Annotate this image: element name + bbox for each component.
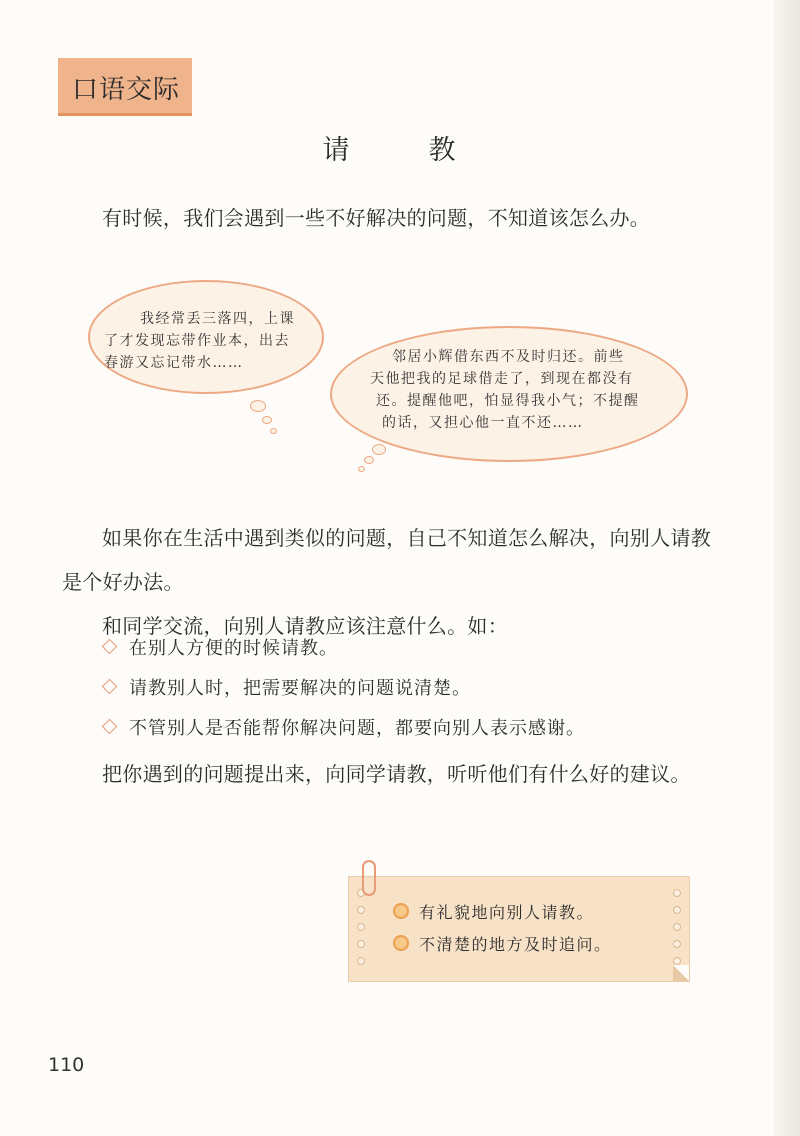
note-item xyxy=(393,931,612,959)
paragraph-1: 如果你在生活中遇到类似的问题，自己不知道怎么解决，向别人请教是个好办法。 xyxy=(62,526,711,594)
bubble-tail-dot xyxy=(372,444,386,455)
note-item xyxy=(393,899,594,927)
card-holes-left xyxy=(357,889,365,974)
tip-text: 请教别人时，把需要解决的问题说清楚。 xyxy=(129,678,471,699)
tip-item xyxy=(100,634,338,664)
bubble-right-line: 邻居小辉借东西不及时归还。前些 xyxy=(392,349,625,365)
bubble-right-line: 还。提醒他吧，怕显得我小气；不提醒 xyxy=(376,393,640,409)
page-edge xyxy=(774,0,800,1136)
bubble-left-text xyxy=(104,308,295,374)
section-tag-label: 口语交际 xyxy=(72,75,181,105)
diamond-bullet-icon xyxy=(102,639,118,655)
tip-text: 在别人方便的时候请教。 xyxy=(129,638,338,659)
tip-item xyxy=(100,714,585,744)
bubble-tail-dot xyxy=(250,400,266,412)
section-tag xyxy=(58,58,192,116)
paragraph-3: 把你遇到的问题提出来，向同学请教，听听他们有什么好的建议。 xyxy=(102,762,691,786)
note-text: 不清楚的地方及时追问。 xyxy=(419,935,612,954)
card-folded-corner xyxy=(673,965,689,981)
intro-paragraph: 有时候，我们会遇到一些不好解决的问题，不知道该怎么办。 xyxy=(102,206,651,230)
bubble-tail-dot xyxy=(364,456,374,464)
flower-bullet-icon xyxy=(393,903,409,919)
bubble-left-line: 了才发现忘带作业本，出去 xyxy=(104,333,290,349)
tip-text: 不管别人是否能帮你解决问题，都要向别人表示感谢。 xyxy=(129,718,585,739)
tip-note-card xyxy=(348,876,690,982)
paragraph-2: 和同学交流，向别人请教应该注意什么。如： xyxy=(102,614,508,638)
card-holes-right xyxy=(673,889,681,974)
flower-bullet-icon xyxy=(393,935,409,951)
page-number: 110 xyxy=(48,1054,85,1076)
bubble-tail-dot xyxy=(262,416,272,424)
bubble-right-line: 的话，又担心他一直不还…… xyxy=(382,415,584,431)
bubble-tail-dot xyxy=(358,466,365,472)
tip-item xyxy=(100,674,471,704)
diamond-bullet-icon xyxy=(102,679,118,695)
diamond-bullet-icon xyxy=(102,719,118,735)
bubble-right-text xyxy=(352,346,640,434)
paperclip-icon xyxy=(362,860,376,896)
bubble-right-line: 天他把我的足球借走了，到现在都没有 xyxy=(370,371,634,387)
bubble-left-line: 我经常丢三落四，上课 xyxy=(140,311,295,327)
note-text: 有礼貌地向别人请教。 xyxy=(419,903,595,922)
bubble-left-line: 春游又忘记带水…… xyxy=(104,355,244,371)
page-title: 请 教 xyxy=(322,135,482,166)
bubble-tail-dot xyxy=(270,428,277,434)
